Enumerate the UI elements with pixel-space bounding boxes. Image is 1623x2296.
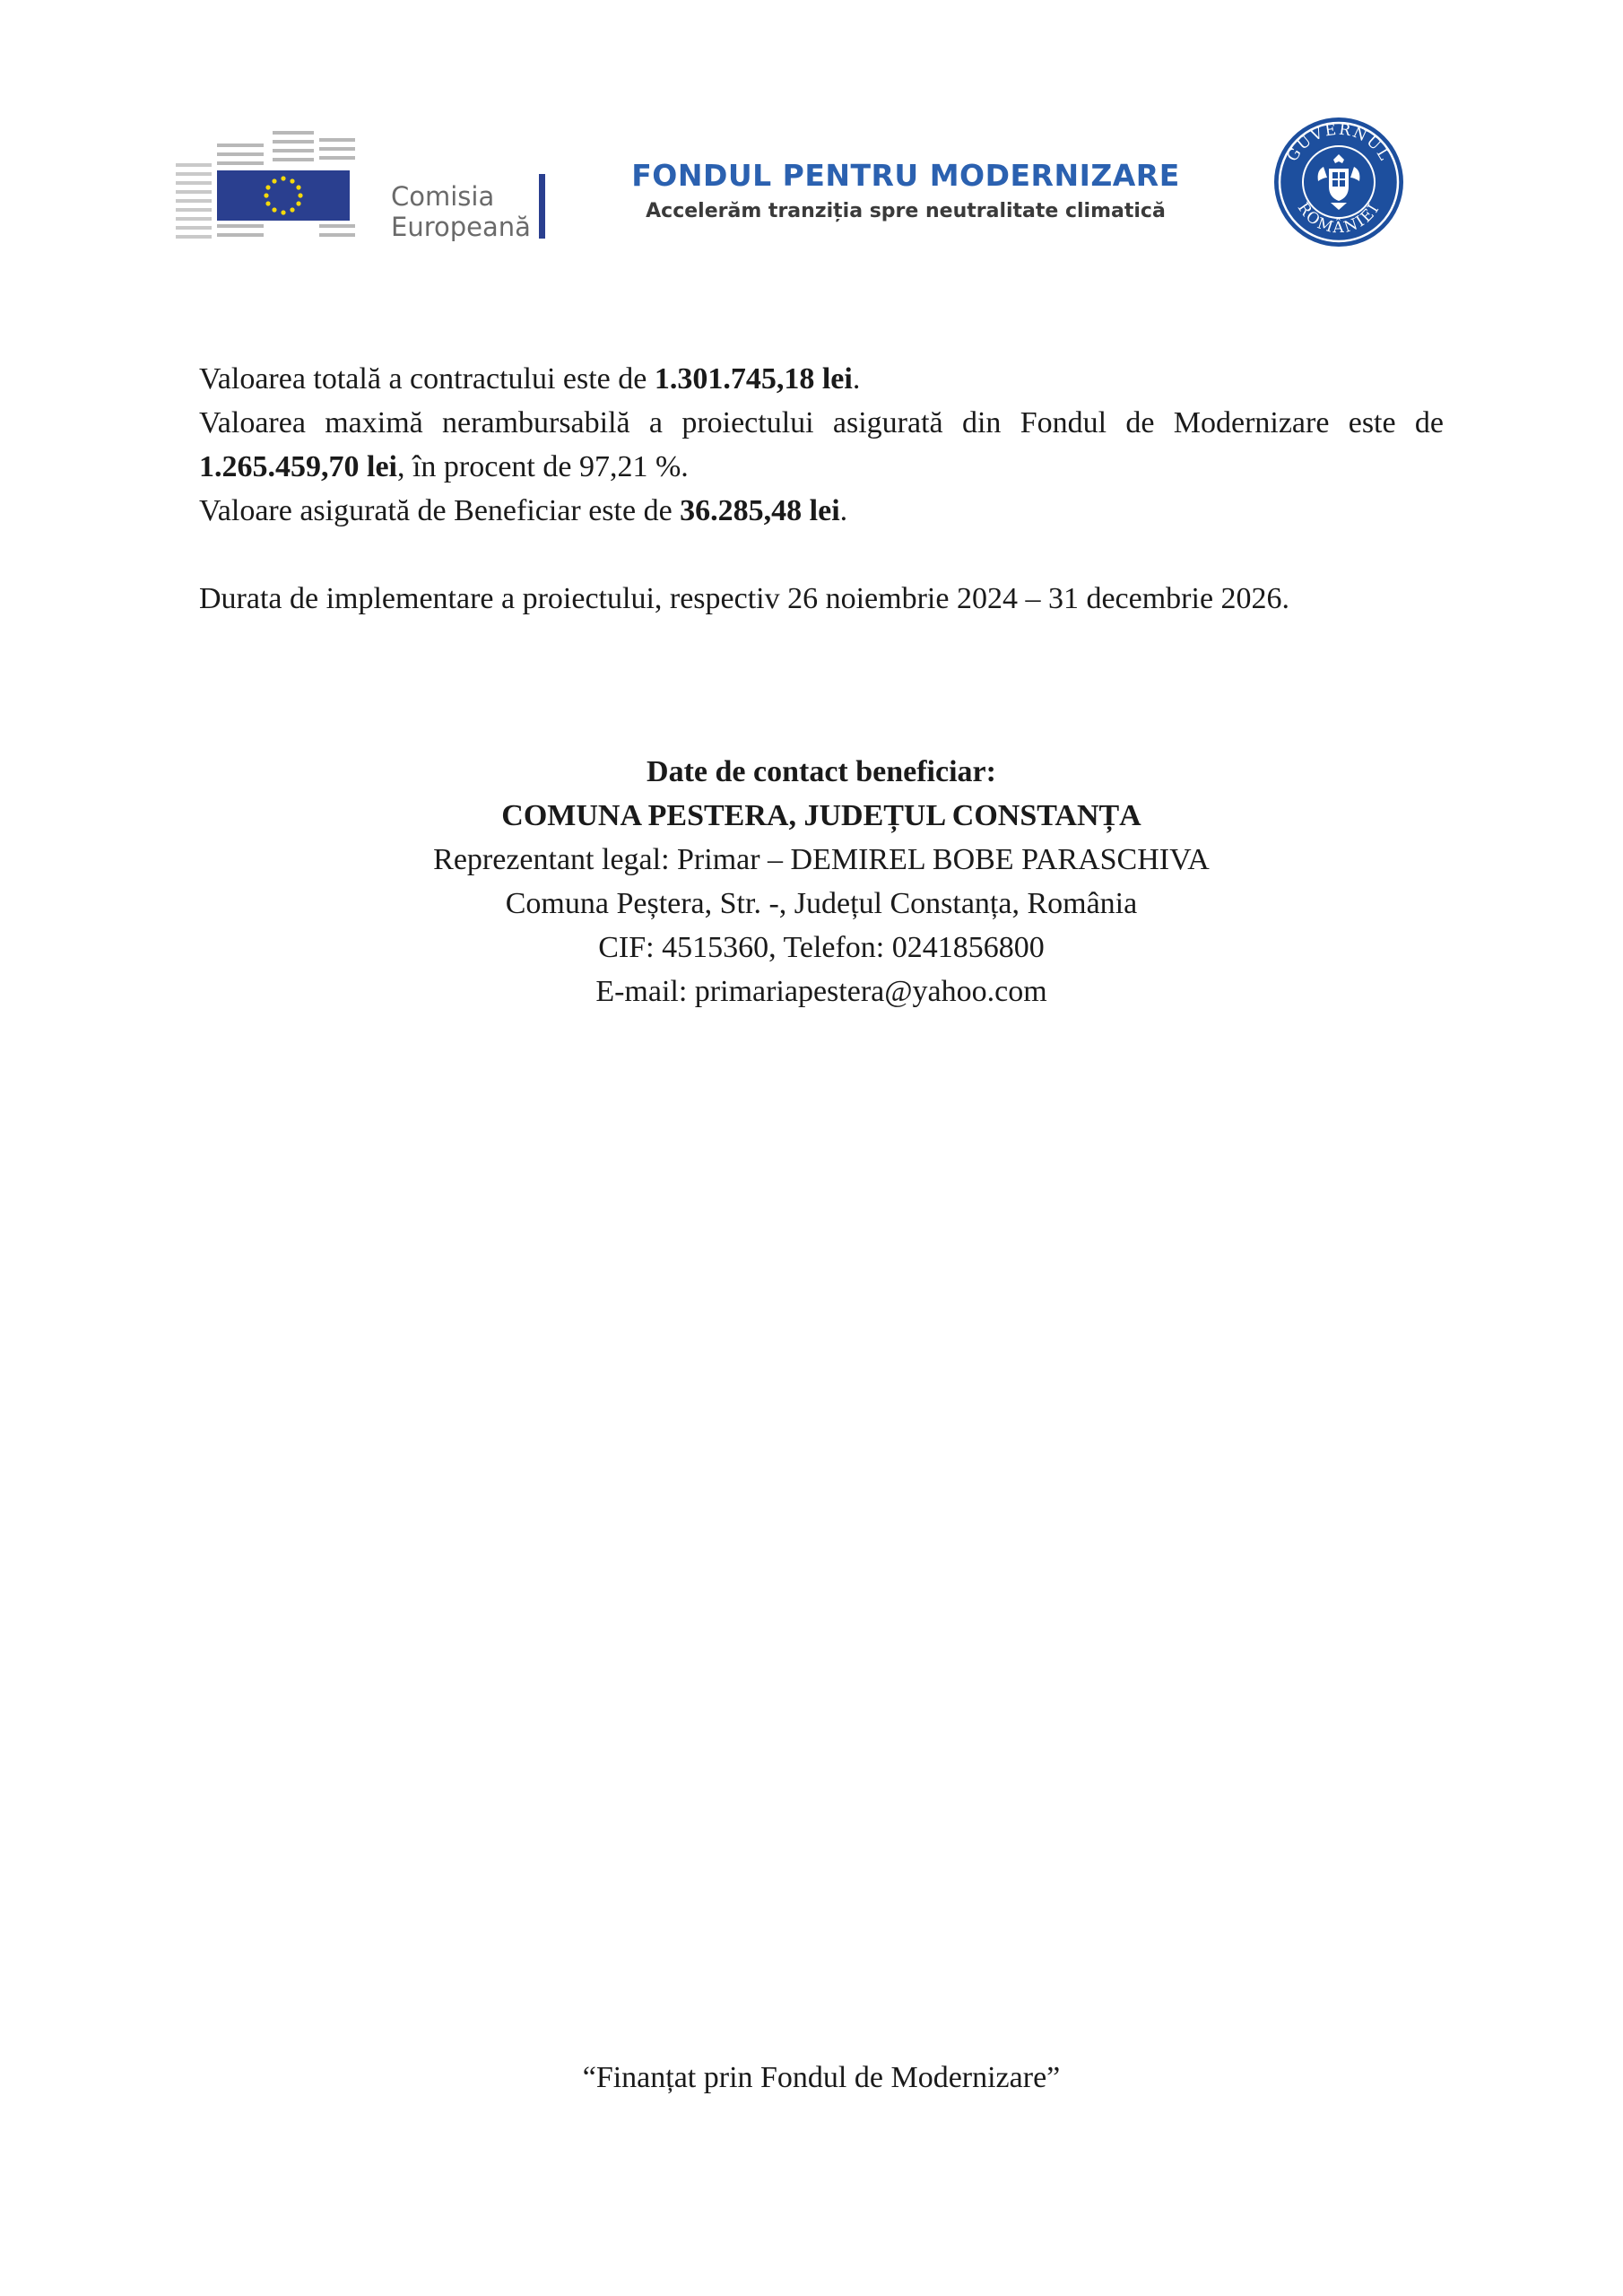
beneficiary-name: COMUNA PESTERA, JUDEȚUL CONSTANȚA (501, 799, 1141, 832)
beneficiary-contact-section (199, 750, 1444, 1013)
fm-logo-subtitle: Accelerăm tranziția spre neutralitate climatică (646, 200, 1166, 222)
non-refundable-value-line2: 1.265.459,70 lei, în procent de 97,21 %. (199, 450, 689, 483)
beneficiary-contribution: Valoare asigurată de Beneficiar este de 36.285,48 lei. (199, 494, 848, 527)
svg-text:ROMÂNIEI: ROMÂNIEI (1293, 199, 1384, 238)
ec-building-flag-icon (176, 131, 355, 244)
total-contract-value: Valoarea totală a contractului este de 1.301.745,18 lei. (199, 362, 861, 396)
page-header (0, 0, 1623, 269)
beneficiary-cif-phone: CIF: 4515360, Telefon: 0241856800 (598, 931, 1045, 964)
romanian-government-seal-icon (1271, 115, 1406, 249)
non-refundable-amount: 1.265.459,70 lei (199, 450, 397, 483)
modernisation-fund-logo (628, 158, 1184, 222)
non-refundable-value-line1: Valoarea maximă nerambursabilă a proiectului asigurată din Fondul de Modernizare este de (199, 406, 1444, 439)
beneficiary-email: E-mail: primariapestera@yahoo.com (595, 975, 1047, 1008)
ec-logo-line1: Comisia (391, 181, 495, 212)
project-value-section (199, 357, 1444, 621)
legal-representative: Reprezentant legal: Primar – DEMIREL BOBE PARASCHIVA (433, 843, 1210, 876)
ec-logo-line2: Europeană (391, 212, 531, 242)
european-commission-logo (176, 131, 549, 244)
contact-heading: Date de contact beneficiar: (647, 755, 996, 788)
beneficiary-address: Comuna Peștera, Str. -, Județul Constanța, România (505, 887, 1138, 920)
ec-logo-text (391, 181, 531, 242)
svg-text:GUVERNUL: GUVERNUL (1283, 120, 1394, 165)
total-amount: 1.301.745,18 lei (654, 362, 853, 396)
fm-logo-title: FONDUL PENTRU MODERNIZARE (631, 158, 1180, 193)
implementation-period: Durata de implementare a proiectului, respectiv 26 noiembrie 2024 – 31 decembrie 2026. (199, 582, 1290, 615)
ec-logo-divider (539, 174, 545, 239)
beneficiary-amount: 36.285,48 lei (680, 494, 840, 527)
funding-footer: “Finanțat prin Fondul de Modernizare” (582, 2061, 1061, 2094)
